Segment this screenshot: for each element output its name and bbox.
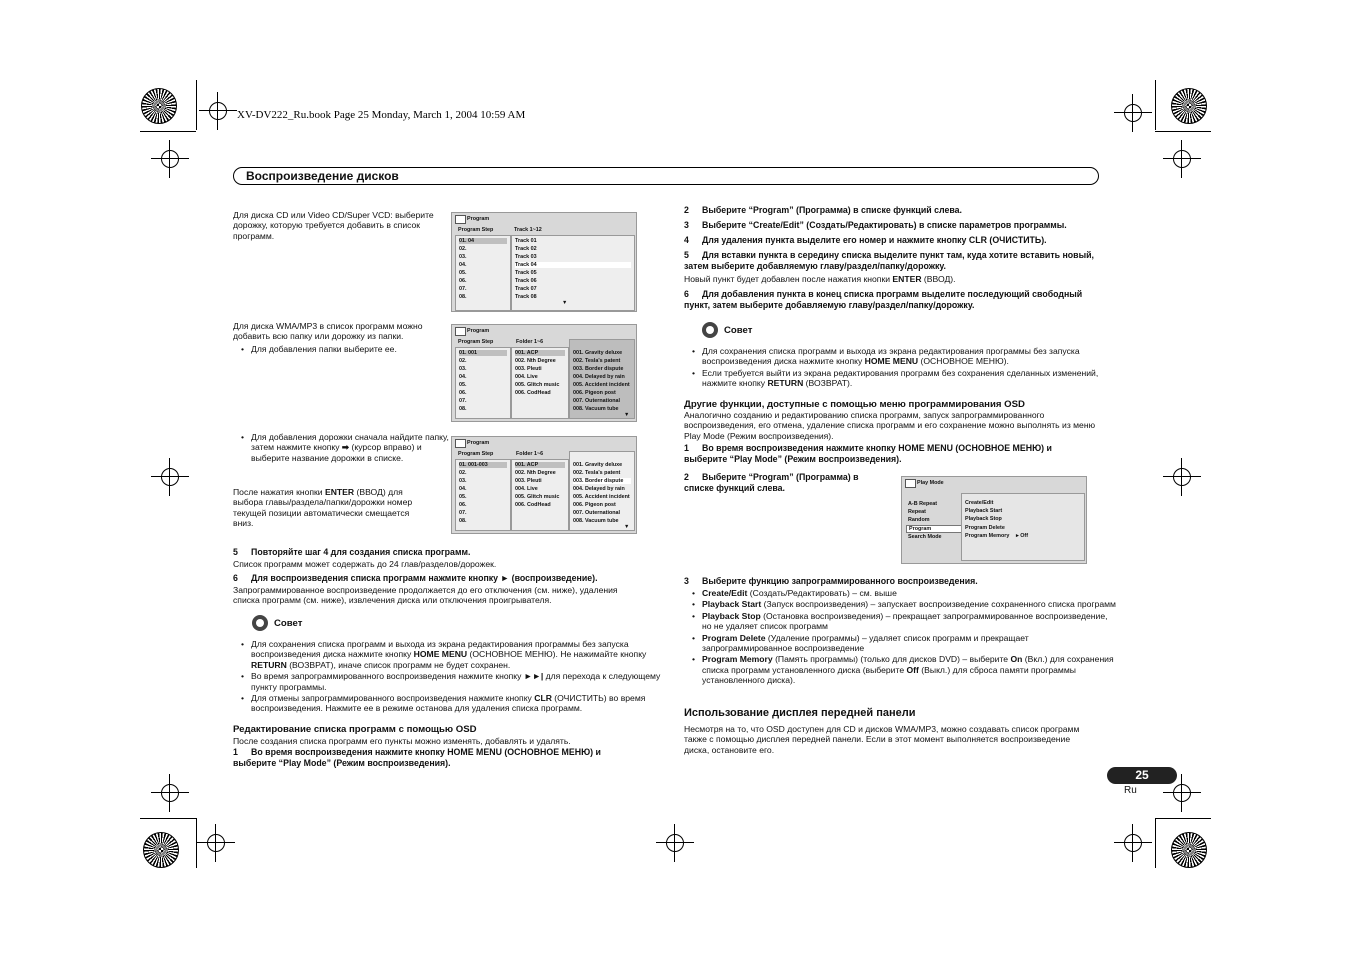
track-row[interactable]: 008. Vacuum tube (573, 518, 619, 524)
front-panel-note: Несмотря на то, что OSD доступен для CD и дисков WMA/MP3, можно создавать список программ также с помощью дисплея передней панели. Если в этот момент выполняется воспроизведение диска, остановите его. (684, 724, 1080, 755)
program-osd-track (451, 436, 637, 534)
cursor-right-icon: ➡ (341, 442, 350, 453)
track-list (569, 339, 635, 419)
track-row[interactable]: Track 01 (515, 238, 537, 244)
tip-list-left (233, 639, 665, 715)
program-step-list (455, 347, 511, 419)
track-row[interactable]: 007. Outernational (573, 398, 621, 404)
function-item: • Create/Edit (Создать/Редактировать) – см. выше (702, 588, 1116, 598)
program-icon (455, 439, 466, 448)
crop-mark (1155, 131, 1211, 132)
menu-item-random[interactable]: Random (908, 517, 930, 523)
crosshair-mark (205, 98, 231, 124)
folder-row[interactable]: 001. ACP (515, 462, 565, 468)
track-row[interactable]: 003. Border dispute (573, 478, 631, 484)
crop-mark (196, 80, 197, 130)
registration-burst-top-left (141, 88, 177, 124)
program-step-row[interactable]: 05. (459, 494, 467, 500)
program-memory-value[interactable]: ▸ Off (1016, 533, 1029, 539)
crosshair-mark (157, 464, 183, 490)
folder-row[interactable]: 004. Live (515, 374, 538, 380)
tip-icon (702, 322, 718, 338)
other-step-3: 3 Выберите функцию запрограммированного воспроизведения. (684, 576, 978, 586)
track-row[interactable]: 006. Pigeon post (573, 502, 616, 508)
program-step-row[interactable]: 07. (459, 286, 467, 292)
option-program-memory[interactable]: Program Memory (965, 533, 1010, 539)
track-row[interactable]: 004. Delayed by rain (573, 374, 625, 380)
play-mode-osd (901, 476, 1087, 564)
track-list (511, 235, 635, 311)
other-step-1: 1 Во время воспроизведения нажмите кнопку HOME MENU (ОСНОВНОЕ МЕНЮ) и выберите “Play Mode” (Режим воспроизведения). (684, 443, 1052, 464)
track-bullets (233, 432, 451, 464)
crop-mark (1155, 80, 1156, 130)
right-step-6: 6 Для добавления пункта в конец списка программ выделите последующий свободный пункт, затем выберите добавляемую главу/раздел/папку/дорожку. (684, 289, 1083, 310)
program-icon (455, 327, 466, 336)
crop-mark (140, 818, 196, 819)
program-step-row[interactable]: 05. (459, 382, 467, 388)
wma-bullets (233, 344, 451, 355)
program-step-row[interactable]: 04. (459, 262, 467, 268)
osd-title: Play Mode (917, 480, 944, 486)
crosshair-mark (203, 830, 229, 856)
program-step-row[interactable]: 03. (459, 254, 467, 260)
folder-row[interactable]: 003. Pleuti (515, 478, 542, 484)
edit-step-1: 1 Во время воспроизведения нажмите кнопку HOME MENU (ОСНОВНОЕ МЕНЮ) и выберите “Play Mode” (Режим воспроизведения). (233, 747, 601, 768)
other-functions-note: Аналогично созданию и редактированию списка программ, запуск запрограммированного воспроизведения, его отмена, удаление списка программ и его сохранение можно выполнять из меню Play Mode (Режим воспроизведения). (684, 410, 1096, 441)
tip-item: • Для сохранения списка программ и выхода из экрана редактирования программы без запуска воспроизведения диска нажмите кнопку HOME MENU (ОСНОВНОЕ МЕНЮ). (702, 346, 1116, 367)
menu-item-repeat[interactable]: Repeat (908, 509, 926, 515)
crosshair-mark (662, 830, 688, 856)
bullet-track: • Для добавления дорожки сначала найдите папку, затем нажмите кнопку ➡ (курсор вправо) и выберите название дорожки в списке. (251, 432, 451, 463)
function-list (684, 588, 1116, 687)
track-row[interactable]: 008. Vacuum tube (573, 406, 619, 412)
edit-heading: Редактирование списка программ с помощью OSD (233, 724, 477, 735)
right-step-2: 2 Выберите “Program” (Программа) в списке функций слева. (684, 205, 962, 215)
menu-item-ab-repeat[interactable]: A-B Repeat (908, 501, 938, 507)
folder-list (511, 347, 569, 419)
folder-row[interactable]: 002. Nth Degree (515, 358, 556, 364)
track-row[interactable]: 006. Pigeon post (573, 390, 616, 396)
function-item: • Playback Start (Запуск воспроизведения) – запускает воспроизведение сохраненного списка программ (702, 599, 1116, 609)
folder-row[interactable]: 005. Glitch music (515, 382, 560, 388)
program-step-row[interactable]: 06. (459, 390, 467, 396)
intro-cd-text: Для диска CD или Video CD/Super VCD: выберите дорожку, которую требуется добавить в список программ. (233, 210, 434, 241)
crop-mark (196, 818, 197, 868)
program-step-row[interactable]: 02. (459, 358, 467, 364)
program-step-row[interactable]: 06. (459, 278, 467, 284)
step-6-note: Запрограммированное воспроизведение продолжается до его отключения (см. ниже), удаления списка программ (см. ниже), извлечения диска или отключения проигрывателя. (233, 585, 618, 606)
program-step-list (455, 459, 511, 531)
osd-column-heading: Folder 1~6 (516, 339, 544, 345)
edit-note: После создания списка программ его пункты можно изменять, добавлять и удалять. (233, 736, 571, 746)
scroll-down-icon[interactable]: ▼ (624, 412, 630, 418)
folder-row[interactable]: 006. CodHead (515, 390, 551, 396)
scroll-down-icon[interactable]: ▼ (624, 524, 630, 530)
crosshair-mark (157, 146, 183, 172)
program-step-row[interactable]: 01. 04 (459, 238, 507, 244)
right-step-5-note: Новый пункт будет добавлен после нажатия кнопки ENTER (ВВОД). (684, 274, 956, 284)
program-step-row[interactable]: 05. (459, 270, 467, 276)
tip-heading-left: Совет (252, 615, 302, 631)
track-row[interactable]: Track 02 (515, 246, 537, 252)
osd-title: Program (467, 328, 490, 334)
track-row[interactable]: 007. Outernational (573, 510, 621, 516)
track-row[interactable]: Track 03 (515, 254, 537, 260)
function-item: • Program Memory (Память программы) (только для дисков DVD) – выберите On (Вкл.) для сохранения списка программ установленного диска (выберите Off (Выкл.) для сброса памяти программы установленного диска). (702, 654, 1116, 685)
osd-title: Program (467, 216, 490, 222)
option-playback-stop[interactable]: Playback Stop (965, 516, 1002, 522)
registration-burst-bottom-left (143, 832, 179, 868)
scroll-down-icon[interactable]: ▼ (562, 300, 568, 306)
tip-item: • Если требуется выйти из экрана редактирования программ без сохранения сделанных изменений, нажмите кнопку RETURN (ВОЗВРАТ). (702, 368, 1116, 389)
menu-item-program[interactable]: Program (906, 525, 962, 533)
play-mode-icon (905, 479, 916, 488)
track-row[interactable]: Track 07 (515, 286, 537, 292)
registration-burst-top-right (1171, 88, 1207, 124)
option-program-delete[interactable]: Program Delete (965, 525, 1005, 531)
program-step-list (455, 235, 511, 311)
crop-mark (140, 131, 196, 132)
program-step-row[interactable]: 06. (459, 502, 467, 508)
registration-burst-bottom-right (1171, 832, 1207, 868)
tip-item: • Во время запрограммированного воспроизведения нажмите кнопку ►►| для перехода к следующему пункту программы. (251, 671, 665, 692)
track-row[interactable]: 002. Tesla's patent (573, 470, 621, 476)
folder-row[interactable]: 005. Glitch music (515, 494, 560, 500)
program-step-row[interactable]: 01. 001-003 (459, 462, 507, 468)
front-panel-heading: Использование дисплея передней панели (684, 707, 916, 719)
folder-list (511, 459, 569, 531)
crosshair-mark (1120, 100, 1146, 126)
other-functions-heading: Другие функции, доступные с помощью меню программирования OSD (684, 399, 1025, 410)
after-enter-text: После нажатия кнопки ENTER (ВВОД) для выбора главы/раздела/папки/дорожки номер текущей позиции автоматически смещается вниз. (233, 487, 413, 529)
track-row[interactable]: 005. Accident incident (573, 494, 630, 500)
osd-column-heading: Program Step (458, 451, 494, 457)
program-step-row[interactable]: 07. (459, 510, 467, 516)
track-row[interactable]: Track 05 (515, 270, 537, 276)
section-title: Воспроизведение дисков (246, 169, 399, 183)
crosshair-mark (157, 780, 183, 806)
program-step-row[interactable]: 08. (459, 294, 467, 300)
other-step-2: 2 Выберите “Program” (Программа) в списке функций слева. (684, 472, 859, 493)
program-step-row[interactable]: 02. (459, 470, 467, 476)
crop-mark (1155, 818, 1156, 868)
crosshair-mark (1120, 830, 1146, 856)
track-row[interactable]: 001. Gravity deluxe (573, 350, 623, 356)
crosshair-mark (1169, 146, 1195, 172)
program-step-row[interactable]: 01. 001 (459, 350, 507, 356)
option-playback-start[interactable]: Playback Start (965, 508, 1003, 514)
page-number: 25 (1107, 767, 1177, 784)
program-icon (455, 215, 466, 224)
track-row[interactable]: 001. Gravity deluxe (573, 462, 623, 468)
intro-wma-text: Для диска WMA/MP3 в список программ можно добавить всю папку или дорожку из папки. (233, 321, 423, 342)
tip-item: • Для сохранения списка программ и выхода из экрана редактирования программы без запуска воспроизведения диска нажмите кнопку HOME MENU (ОСНОВНОЕ МЕНЮ). Не нажимайте кнопку RETURN (ВОЗВРАТ), иначе список программ не будет сохранен. (251, 639, 665, 670)
language-label: Ru (1124, 785, 1137, 796)
track-row[interactable]: Track 06 (515, 278, 537, 284)
tip-item: • Для отмены запрограммированного воспроизведения нажмите кнопку CLR (ОЧИСТИТЬ) во время воспроизведения. Нажмите ее в режиме останова для удаления списка программ. (251, 693, 665, 714)
osd-column-heading: Program Step (458, 339, 494, 345)
program-step-row[interactable]: 04. (459, 486, 467, 492)
program-options-panel (961, 493, 1085, 561)
crosshair-mark (1169, 464, 1195, 490)
folder-row[interactable]: 003. Pleuti (515, 366, 542, 372)
right-step-3: 3 Выберите “Create/Edit” (Создать/Редактировать) в списке параметров программы. (684, 220, 1067, 230)
crosshair-mark (1169, 780, 1195, 806)
track-row[interactable]: 003. Border dispute (573, 366, 624, 372)
right-step-5: 5 Для вставки пункта в середину списка выделите пункт там, куда хотите вставить новый, затем выберите добавляемую главу/раздел/папку/дорожку. (684, 250, 1094, 271)
folder-row[interactable]: 002. Nth Degree (515, 470, 556, 476)
step-5-note: Список программ может содержать до 24 глав/разделов/дорожек. (233, 559, 497, 569)
bullet-folder: • Для добавления папки выберите ее. (251, 344, 451, 354)
track-row[interactable]: 002. Tesla's patent (573, 358, 621, 364)
section-title-bar (233, 167, 1099, 185)
osd-column-heading: Folder 1~6 (516, 451, 544, 457)
program-step-row[interactable]: 07. (459, 398, 467, 404)
step-5-heading: 5 Повторяйте шаг 4 для создания списка программ. (233, 547, 471, 557)
function-item: • Program Delete (Удаление программы) – удаляет список программ и прекращает запрограммированное воспроизведение (702, 633, 1116, 654)
program-osd-cd (451, 212, 637, 312)
step-6-heading: 6 Для воспроизведения списка программ нажмите кнопку ► (воспроизведение). (233, 573, 598, 583)
book-header-line: XV-DV222_Ru.book Page 25 Monday, March 1, 2004 10:59 AM (237, 109, 526, 121)
folder-row[interactable]: 001. ACP (515, 350, 565, 356)
option-create-edit[interactable]: Create/Edit (965, 500, 994, 506)
track-row[interactable]: Track 04 (515, 262, 631, 268)
track-row[interactable]: 005. Accident incident (573, 382, 630, 388)
function-item: • Playback Stop (Остановка воспроизведения) – прекращает запрограммированное воспроизведение, но не удаляет список программ (702, 611, 1116, 632)
track-row[interactable]: Track 08 (515, 294, 537, 300)
crop-mark (1155, 818, 1211, 819)
tip-icon (252, 615, 268, 631)
osd-title: Program (467, 440, 490, 446)
tip-heading-right: Совет (702, 322, 752, 338)
osd-column-heading: Track 1~12 (514, 227, 542, 233)
track-row[interactable]: 004. Delayed by rain (573, 486, 625, 492)
program-step-row[interactable]: 03. (459, 478, 467, 484)
menu-item-search-mode[interactable]: Search Mode (908, 534, 942, 540)
folder-row[interactable]: 004. Live (515, 486, 538, 492)
track-list (569, 451, 635, 531)
program-step-row[interactable]: 03. (459, 366, 467, 372)
tip-list-right (684, 346, 1116, 390)
right-step-4: 4 Для удаления пункта выделите его номер и нажмите кнопку CLR (ОЧИСТИТЬ). (684, 235, 1047, 245)
osd-column-heading: Program Step (458, 227, 494, 233)
program-osd-folder (451, 324, 637, 422)
program-step-row[interactable]: 02. (459, 246, 467, 252)
program-step-row[interactable]: 04. (459, 374, 467, 380)
program-step-row[interactable]: 08. (459, 406, 467, 412)
program-step-row[interactable]: 08. (459, 518, 467, 524)
folder-row[interactable]: 006. CodHead (515, 502, 551, 508)
